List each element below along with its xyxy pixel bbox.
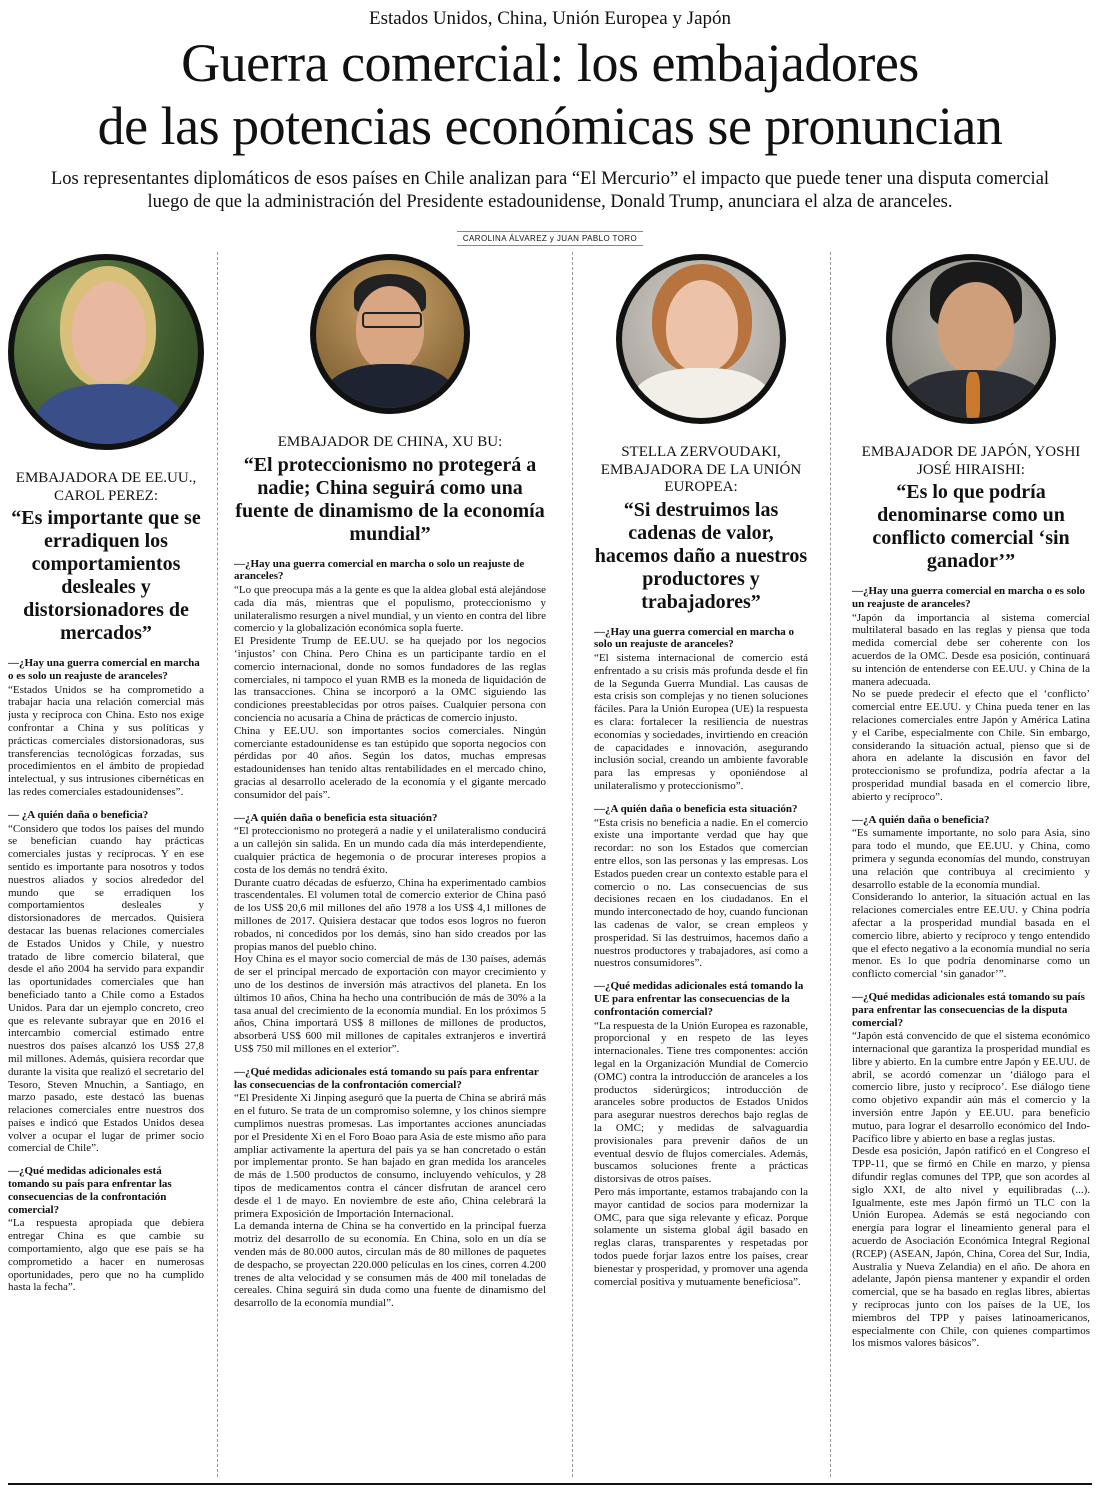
answer: “El sistema internacional de comercio está enfrentado a su crisis más profunda desde el fin de la Segunda Guerra Mundial. Las causas de esta crisis son complejas y no tienen soluciones fáciles. Para la Unión Europea (UE) la respuesta es clara: fortalecer la resiliencia de nuestras economías y sociedades, invirtiendo en creación de capacidades e innovación, asegurando inclusión social, creando un ambiente favorable para las empresas y oponiéndose al unilateralismo y proteccionismo”. xyxy=(594,652,808,793)
clothing-shape xyxy=(34,384,184,450)
question: —¿Qué medidas adicionales está tomando su país para enfrentar las consecuencias de la confrontación comercial? xyxy=(8,1165,172,1216)
question: —¿Hay una guerra comercial en marcha o es solo un reajuste de aranceles? xyxy=(852,585,1086,610)
question: —¿A quién daña o beneficia? xyxy=(852,813,990,826)
portrait-stella-zervoudaki xyxy=(616,254,786,424)
role-label: EMBAJADOR DE JAPÓN, YOSHI JOSÉ HIRAISHI: xyxy=(861,444,1081,478)
headline-line-1: Guerra comercial: los embajadores xyxy=(181,33,919,93)
pull-quote: “Es lo que podría denominarse como un conflicto comercial ‘sin ganador’” xyxy=(872,481,1070,572)
role-label: STELLA ZERVOUDAKI, EMBAJADORA DE LA UNIÓN EUROPEA: xyxy=(600,444,802,495)
answer: Pero más importante, estamos trabajando con la mayor cantidad de socios para modernizar la OMC, para que siga relevante y eficaz. Porque solamente un sistema global ágil basado en reglas claras, transparentes y respetadas por todos puede forjar lazos entre los países, crear bienestar y prosperidad, y promover una agenda comercial positiva y mutuamente beneficiosa”. xyxy=(594,1185,808,1288)
kicker: Estados Unidos, China, Unión Europea y Japón xyxy=(368,8,731,29)
answer: “La respuesta apropiada que debiera entregar China es que cambie su comportamiento, algo que ese país se ha comprometido a hacer en numerosas oportunidades, pero que no ha cumplido hasta la fecha”. xyxy=(8,1217,204,1294)
question: —¿Qué medidas adicionales está tomando su país para enfrentar las consecuencias de la confrontación comercial? xyxy=(234,1065,539,1091)
face-shape xyxy=(72,282,146,382)
face-shape xyxy=(938,282,1014,374)
headline-line-2: de las potencias económicas se pronuncian xyxy=(97,96,1003,156)
answer: “Japón da importancia al sistema comercial multilateral basado en las reglas y piensa que toda medida comercial debe ser coherente con los acuerdos de la OMC. Desde esa posición, continuará su intención de entenderse con EE.UU. y China de la manera adecuada. xyxy=(852,611,1090,688)
answer: Considerando lo anterior, la situación actual en las relaciones comerciales entre EE.UU. y China podría afectar a la prosperidad mundial basada en el comercio libre, abierto y recíproco y tengo entendido que el efecto negativo a la economía mundial no sería menor. Es lo que podría denominarse como un conflicto comercial ‘sin ganador’”. xyxy=(852,891,1090,981)
answer: Durante cuatro décadas de esfuerzo, China ha experimentado cambios trascendentales. El volumen total de comercio exterior de China pasó de los US$ 20,6 mil millones del año 1978 a los US$ 4,1 millones de millones de 2017. Quisiera destacar que todos esos logros no fueron robados, ni concedidos por los demás, sino han sido creados por las propias manos del pueblo chino. xyxy=(234,876,546,953)
portrait-xu-bu xyxy=(310,254,470,414)
answer: “Esta crisis no beneficia a nadie. En el comercio existe una importante verdad que hay que recordar: no son los Estados que comercian entre ellos, son las personas y las empresas. Los Estados pueden crear un contexto estable para el comercio o no. Las consecuencias de sus decisiones recaen en los ciudadanos. En el mundo interconectado de hoy, cuando funcionan las cadenas de valor, se crean empleos y prosperidad. Si las destruimos, hacemos daño a nuestros productores y trabajadores, así como a nuestros consumidores”. xyxy=(594,816,808,970)
question: —¿A quién daña o beneficia esta situación? xyxy=(594,802,798,815)
answer: “Japón está convencido de que el sistema económico internacional que garantiza la prosperidad mundial es libre y abierto. En la cumbre entre Japón y EE.UU. de abril, se acordó comenzar un ‘diálogo para el comercio libre, justo y recíproco’. Ese diálogo tiene como objetivo expandir aún más el comercio y la inversión entre Japón y EE.UU. para beneficio mutuo, para lograr el desarrollo económico del Indo-Pacífico libre y abierto en base a reglas justas. xyxy=(852,1030,1090,1145)
headline xyxy=(0,32,1100,158)
question: — ¿A quién daña o beneficia? xyxy=(8,808,149,821)
column-china xyxy=(234,252,546,1477)
question: —¿Qué medidas adicionales está tomando su país para enfrentar las consecuencias de la disputa comercial? xyxy=(852,990,1085,1029)
question: —¿Qué medidas adicionales está tomando la UE para enfrentar las consecuencias de la confrontación comercial? xyxy=(594,980,804,1018)
byline xyxy=(0,228,1100,246)
clothing-shape xyxy=(632,368,772,424)
answer: No se puede predecir el efecto que el ‘conflicto’ comercial entre EE.UU. y China pueda tener en las relaciones comerciales entre Japón y América Latina y el Caribe, especialmente con Chile. Sin embargo, considerando la situación actual, pienso que si de ahora en adelante la discusión en favor del proteccionismo se profundiza, podría afectar a la prosperidad mundial basada en el comercio libre, abierto y recíproco”. xyxy=(852,688,1090,803)
answer: “El Presidente Xi Jinping aseguró que la puerta de China se abrirá más en el futuro. Se trata de un compromiso solemne, y los chinos siempre cumplimos nuestras promesas. Las importantes acciones anunciadas por el Presidente Xi en el Foro Boao para Asia de este mismo año para ampliar activamente la apertura del país ya se han concretado o están por implementar pronto. Se han bajado en gran medida los aranceles de más de 1.500 productos de consumo, incluyendo vehículos, y 28 tipos de medicamentos contra el cáncer disfrutan de arancel cero desde el 1 de mayo. En noviembre de este año, China celebrará la primera Exposición de Importación Internacional. xyxy=(234,1092,546,1220)
portrait-yoshi-jose-hiraishi xyxy=(886,254,1056,424)
pull-quote: “Si destruimos las cadenas de valor, hacemos daño a nuestros productores y trabajadores” xyxy=(594,498,808,613)
answer: La demanda interna de China se ha convertido en la principal fuerza motriz del desarrollo de su economía. En China, solo en un día se venden más de 80.000 autos, circulan más de 80 millones de paquetes de despacho, se proyectan 220.000 películas en los cines, corren 4.200 trenes de alta velocidad y se consumen más de 400 mil toneladas de cereales. China seguirá sin duda como una fuente de dinamismo del desarrollo de la economía mundial”. xyxy=(234,1220,546,1310)
answer: Desde esa posición, Japón ratificó en el Congreso el TPP-11, que se firmó en Chile en marzo, y piensa difundir reglas comunes del TPP, que son acordes al siglo XXI, de alto nivel y equilibradas (...). Igualmente, este mes Japón firmó un TLC con la Unión Europea. Además se está negociando con energía para lograr el lineamiento general para el acuerdo de Asociación Económica Integral Regional (RCEP) (ASEAN, Japón, China, Corea del Sur, India, Australia y Nueva Zelandia) en el año. De ahora en adelante, Japón piensa mantener y expandir el orden comercial, que se ha basado en reglas libres, abiertas y recíprocas junto con los países de la UE, los miembros del TPP y países latinoamericanos, especialmente con Chile, con quienes compartimos los mismos valores básicos”. xyxy=(852,1145,1090,1350)
question: —¿Hay una guerra comercial en marcha o solo un reajuste de aranceles? xyxy=(594,625,795,651)
answer: “Estados Unidos se ha comprometido a trabajar hacia una relación comercial más justa y recíproca con China. Esto nos exige confrontar a China y sus políticas y prácticas comerciales distorsionadoras, sus transferencias tecnológicas forzadas, sus procedimientos en el ámbito de propiedad intelectual, y sus intrusiones cibernéticas en las redes comerciales estadounidenses”. xyxy=(8,683,204,798)
portrait-carol-perez xyxy=(8,254,204,450)
question: —¿Hay una guerra comercial en marcha o solo un reajuste de aranceles? xyxy=(234,557,525,583)
answer: “El proteccionismo no protegerá a nadie y el unilateralismo conducirá a un callejón sin salida. En un mundo cada día más interdependiente, cualquier práctica de hegemonía o de procurar intereses propios a costa de los demás no tendrá éxito. xyxy=(234,825,546,876)
answer: China y EE.UU. son importantes socios comerciales. Ningún comerciante estadounidense es tan estúpido que soporta negocios con pérdidas por 40 años. Según los datos, muchas empresas estadounidenses han tenido altas rentabilidades en el mercado chino, gracias al desarrollo acelerado de la economía y el gigante mercado consumidor del país”. xyxy=(234,724,546,801)
deck: Los representantes diplomáticos de esos países en Chile analizan para “El Mercurio” el impacto que puede tener una disputa comercial luego de que la administración del Presidente estadounidense, Donald Trump, anunciara el alza de aranceles. xyxy=(50,169,1050,212)
question: —¿A quién daña o beneficia esta situación? xyxy=(234,811,438,824)
suit-shape xyxy=(324,364,456,414)
glasses-shape xyxy=(362,312,422,328)
role-label: EMBAJADOR DE CHINA, XU BU: xyxy=(277,434,503,450)
pull-quote: “El proteccionismo no protegerá a nadie; China seguirá como una fuente de dinamismo de la economía mundial” xyxy=(235,453,545,545)
tie-shape xyxy=(966,372,980,422)
column-eu xyxy=(594,252,808,1477)
role-label: EMBAJADORA DE EE.UU., CAROL PEREZ: xyxy=(15,470,197,504)
column-divider xyxy=(217,252,218,1477)
column-divider xyxy=(572,252,573,1477)
answer: “Lo que preocupa más a la gente es que la aldea global está alejándose cada día más, mientras que el populismo, proteccionismo y unilateralismo resurgen a nivel mundial, y un viento en contra del libre comercio y la globalización económica sopla fuerte. xyxy=(234,584,546,635)
column-divider xyxy=(830,252,831,1477)
column-japan xyxy=(852,252,1090,1477)
face-shape xyxy=(356,286,424,370)
column-us xyxy=(8,252,204,1477)
bottom-rule xyxy=(8,1483,1092,1485)
answer: “Considero que todos los países del mundo se benefician cuando hay prácticas comerciales justas y recíprocas. Y en ese sentido es importante para nosotros y todos nuestros aliados y socios alrededor del mundo que se erradiquen los comportamientos desleales y distorsionadores de mercados. Quisiera destacar las buenas relaciones comerciales de Estados Unidos y Chile, y nuestro tratado de libre comercio bilateral, que desde el año 2004 ha servido para expandir las oportunidades comerciales que han beneficiado tanto a Chile como a Estados Unidos. Para dar un ejemplo concreto, creo que es relevante subrayar que en 2016 el intercambio comercial estimado entre nuestros dos países alcanzó los US$ 27,8 mil millones. Además, quisiera recordar que durante la visita que realizó el secretario del Tesoro, Steven Mnuchin, a Santiago, en marzo pasado, este destacó las buenas relaciones comerciales entre nuestros dos países e indicó que Estados Unidos desea volver a ocupar el lugar de primer socio comercial de Chile”. xyxy=(8,822,204,1155)
answer: “Es sumamente importante, no solo para Asia, sino para todo el mundo, que EE.UU. y China, como primera y segunda economías del mundo, construyan una relación que contribuya al crecimiento y desarrollo estable de la economía mundial. xyxy=(852,827,1090,891)
answer: El Presidente Trump de EE.UU. se ha quejado por los negocios ‘injustos’ con China. Pero China es un participante tardío en el comercio internacional, donde no somos fundadores de las reglas comerciales, ni tampoco el yuan RMB es la moneda de liquidación de las transacciones. China se incorporó a la OMC siguiendo las condiciones preestablecidas por otros países. Cualquier persona con conciencia no acusaría a China de prácticas de comercio injusto. xyxy=(234,635,546,725)
question: —¿Hay una guerra comercial en marcha o es solo un reajuste de aranceles? xyxy=(8,657,200,682)
answer: “La respuesta de la Unión Europea es razonable, proporcional y en respeto de las leyes internacionales. Tiene tres componentes: acción legal en la Organización Mundial de Comercio (OMC) contra la introducción de aranceles a los productos siderúrgicos; introducción de aranceles sobre productos de Estados Unidos para asegurar nuestros derechos bajo reglas de la OMC; y medidas de salvaguardia provisionales para prevenir daños de un eventual desvío de flujos comerciales. Además, buscamos soluciones frente a prácticas distorsivas de otros países. xyxy=(594,1019,808,1186)
answer: Hoy China es el mayor socio comercial de más de 130 países, además de ser el principal mercado de exportación con mayor crecimiento y uno de los destinos de inversión más atractivos del planeta. En los últimos 10 años, China ha hecho una contribución de más de 30% a la tasa anual del crecimiento de la economía mundial. En los próximos 5 años, China importará US$ 8 millones de millones de productos, absorberá US$ 600 mil millones de capitales extranjeros e invertirá US$ 750 mil millones en el exterior”. xyxy=(234,953,546,1055)
face-shape xyxy=(666,280,738,372)
byline-text: CAROLINA ÁLVAREZ y JUAN PABLO TORO xyxy=(457,231,643,246)
pull-quote: “Es importante que se erradiquen los comportamientos desleales y distorsionadores de mercados” xyxy=(11,507,201,644)
